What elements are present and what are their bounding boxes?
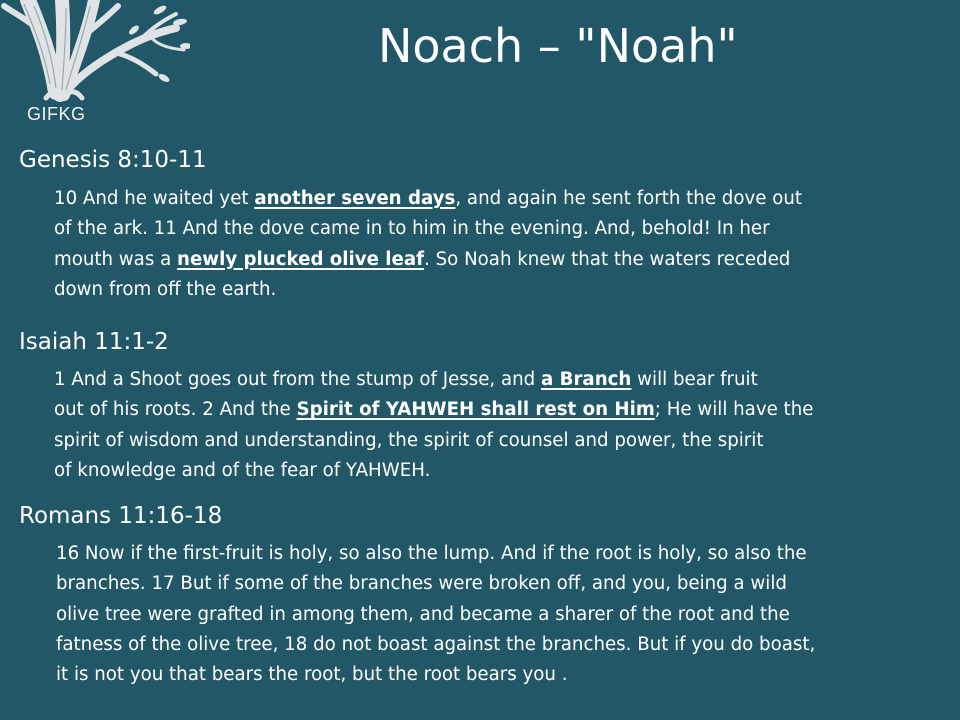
passage-isaiah: 1 And a Shoot goes out from the stump of Jesse, and a Branch will bear fruit out of his roots. 2 And the Spirit of YAHWEH shall rest on Him; He will have the spirit of wisdom and understanding, the spirit of counsel and power, the spirit of knowledge and of the fear of YAHWEH. xyxy=(54,369,814,481)
section-heading-romans: Romans 11:16-18 xyxy=(19,503,223,529)
emphasis-spirit-of-yahweh: Spirit of YAHWEH shall rest on Him xyxy=(296,399,655,421)
logo-label: GIFKG xyxy=(27,104,86,124)
page-title: Noach – "Noah" xyxy=(378,19,738,73)
section-heading-isaiah: Isaiah 11:1-2 xyxy=(19,329,169,355)
emphasis-olive-leaf: newly plucked olive leaf xyxy=(177,248,425,270)
section-heading-genesis: Genesis 8:10-11 xyxy=(19,147,207,173)
passage-romans: 16 Now if the first-fruit is holy, so also the lump. And if the root is holy, so also the branches. 17 But if some of the branches were broken off, and you, being a wild olive tree were grafted in among them, and became a sharer of the root and the fatness of the olive tree, 18 do not boast against the branches. But if you do boast, it is not you that bears the root, but the root bears you . xyxy=(56,543,816,686)
logo xyxy=(0,0,190,132)
emphasis-a-branch: a Branch xyxy=(540,369,632,390)
passage-genesis: 10 And he waited yet another seven days, and again he sent forth the dove out of the ark. 11 And the dove came in to him in the evening. And, behold! In her mouth was a newly plucked olive leaf. So Noah knew that the waters receded down from off the earth. xyxy=(54,188,802,300)
emphasis-another-seven-days: another seven days xyxy=(254,188,456,209)
olive-tree-icon xyxy=(0,0,190,110)
